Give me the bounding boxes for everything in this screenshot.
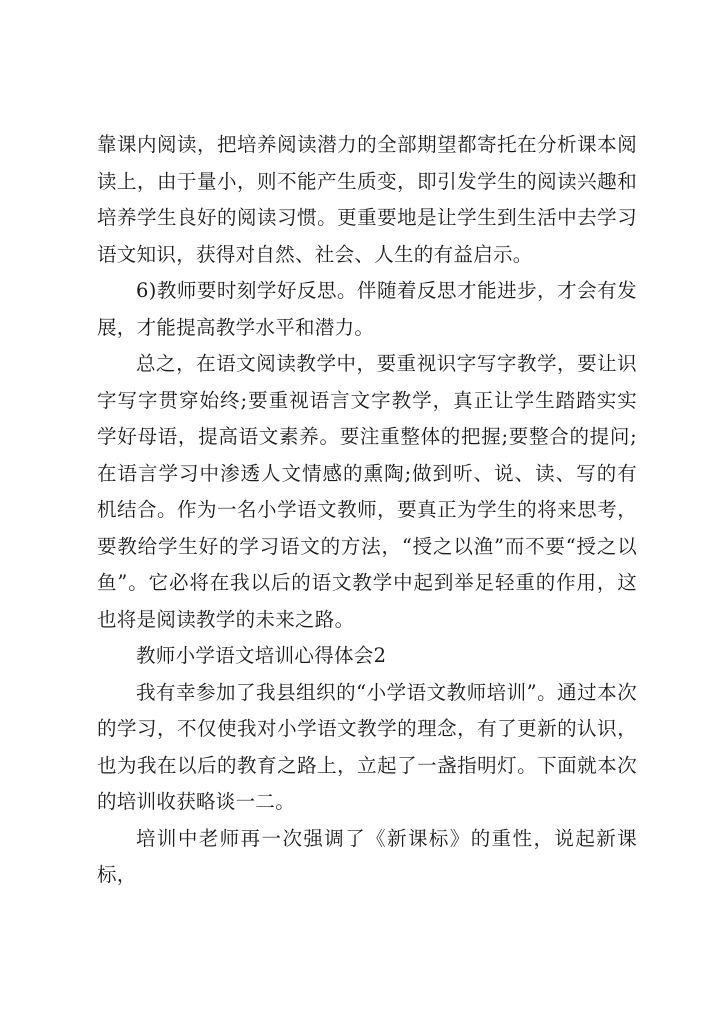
paragraph-new-curriculum: 培训中老师再一次强调了《新课标》的重性，说起新课标， xyxy=(97,826,637,886)
paragraph-reflection: 6)教师要时刻学好反思。伴随着反思才能进步，才会有发展，才能提高教学水平和潜力。 xyxy=(97,279,637,339)
section-heading: 教师小学语文培训心得体会2 xyxy=(136,644,387,667)
document-body xyxy=(97,127,637,894)
paragraph-training-intro: 我有幸参加了我县组织的“小学语文教师培训”。通过本次的学习，不仅使我对小学语文教学的理念，有了更新的认识，也为我在以后的教育之路上，立起了一盏指明灯。下面就本次的培训收获略谈一二。 xyxy=(97,680,637,813)
paragraph-reading-habits: 靠课内阅读，把培养阅读潜力的全部期望都寄托在分析课本阅读上，由于量小，则不能产生质变，即引发学生的阅读兴趣和培养学生良好的阅读习惯。更重要地是让学生到生活中去学习语文知识，获得对自然、社会、人生的有益启示。 xyxy=(97,133,637,266)
paragraph-conclusion: 总之，在语文阅读教学中，要重视识字写字教学，要让识字写字贯穿始终;要重视语言文字教学，真正让学生踏踏实实学好母语，提高语文素养。要注重整体的把握;要整合的提问;在语言学习中渗透人文情感的熏陶;做到听、说、读、写的有机结合。作为一名小学语文教师，要真正为学生的将来思考，要教给学生好的学习语文的方法，“授之以渔”而不要“授之以鱼”。它必将在我以后的语文教学中起到举足轻重的作用，这也将是阅读教学的未来之路。 xyxy=(97,352,637,631)
